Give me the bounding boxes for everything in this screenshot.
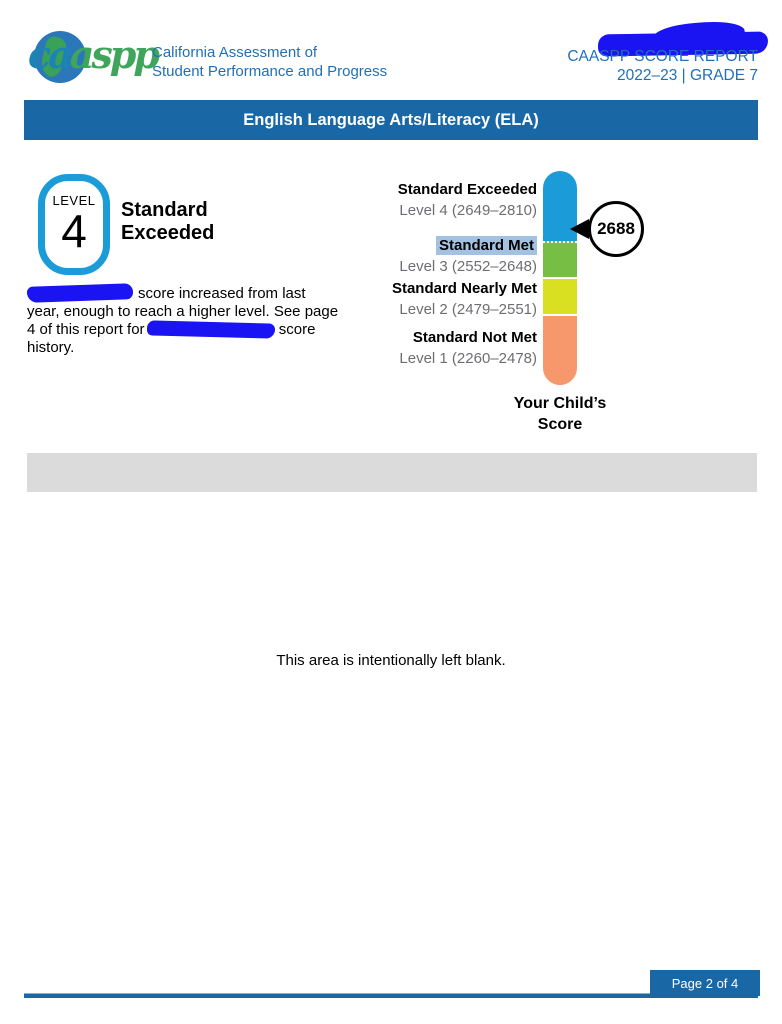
caption-line-2: Score	[537, 416, 583, 433]
level-4-name: Standard Exceeded	[397, 181, 537, 198]
level-badge-label: LEVEL	[52, 193, 96, 208]
level-3-name-highlighted: Standard Met	[436, 236, 537, 255]
description-text-2: score history.	[27, 321, 316, 356]
report-meta	[567, 47, 758, 85]
subject-banner: English Language Arts/Literacy (ELA)	[24, 100, 758, 140]
redaction-scribble-inline	[27, 283, 133, 303]
scale-level-3-label	[297, 235, 537, 277]
description-text-1: score increased from last year, enough to reach a higher level. See page 4 of this report for	[27, 285, 339, 338]
scale-caption	[470, 393, 650, 435]
scale-level-1-label	[297, 327, 537, 369]
level-1-range: Level 1 (2260–2478)	[399, 350, 537, 367]
scale-level-4-label	[297, 179, 537, 221]
achievement-name-line-2: Exceeded	[121, 222, 215, 244]
caption-line-1: Your Child’s	[513, 395, 607, 412]
level-4-range: Level 4 (2649–2810)	[399, 202, 537, 219]
level-badge	[38, 174, 110, 275]
scale-segment-not-met	[543, 314, 577, 385]
caaspp-wordmark	[28, 32, 157, 77]
scale-level-2-label	[297, 278, 537, 320]
score-scale-bar	[543, 171, 577, 385]
report-subtitle: 2022–23 | GRADE 7	[616, 67, 758, 84]
page-number-badge: Page 2 of 4	[650, 970, 760, 996]
level-3-range: Level 3 (2552–2648)	[399, 258, 537, 275]
level-2-range: Level 2 (2479–2551)	[399, 301, 537, 318]
report-title: CAASPP SCORE REPORT	[567, 48, 758, 65]
level-1-name: Standard Not Met	[412, 329, 537, 346]
tagline-line-2: Student Performance and Progress	[152, 63, 388, 80]
scale-segment-met	[543, 241, 577, 277]
level-3-name	[297, 235, 537, 256]
achievement-level-name	[121, 199, 214, 245]
logo-tagline	[152, 43, 387, 81]
redaction-scribble-inline	[146, 320, 274, 338]
level-badge-number: 4	[61, 205, 87, 257]
tagline-line-1: California Assessment of	[152, 44, 318, 61]
score-description	[27, 285, 342, 357]
achievement-name-line-1: Standard	[121, 199, 208, 221]
scale-segment-nearly-met	[543, 277, 577, 314]
level-2-name: Standard Nearly Met	[391, 280, 537, 297]
footer-rule	[24, 993, 758, 998]
score-pointer-icon	[570, 219, 589, 239]
wordmark-aspp: aspp	[69, 32, 157, 77]
empty-section-bar	[27, 453, 757, 492]
blank-area-notice: This area is intentionally left blank.	[276, 652, 506, 669]
wordmark-ca: ca	[28, 32, 70, 77]
score-callout: 2688	[588, 201, 644, 257]
